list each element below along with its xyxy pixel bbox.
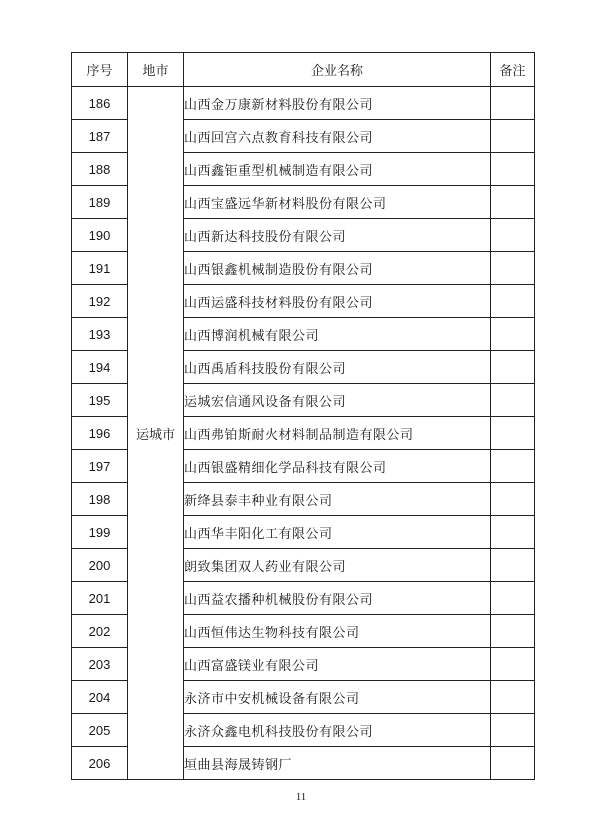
- row-company-name: 新绛县泰丰种业有限公司: [184, 483, 491, 516]
- table-row: [72, 87, 535, 120]
- row-seq: 195: [72, 384, 128, 417]
- row-company-name: 山西华丰阳化工有限公司: [184, 516, 491, 549]
- row-seq: 193: [72, 318, 128, 351]
- row-company-name: 朗致集团双人药业有限公司: [184, 549, 491, 582]
- row-company-name: 山西弗铂斯耐火材料制品制造有限公司: [184, 417, 491, 450]
- row-company-name: 垣曲县海晟铸钢厂: [184, 747, 491, 780]
- row-remark: [491, 120, 535, 153]
- row-company-name: 山西禹盾科技股份有限公司: [184, 351, 491, 384]
- row-remark: [491, 87, 535, 120]
- row-remark: [491, 549, 535, 582]
- row-company-name: 山西新达科技股份有限公司: [184, 219, 491, 252]
- row-remark: [491, 450, 535, 483]
- row-company-name: 运城宏信通风设备有限公司: [184, 384, 491, 417]
- table-body: [72, 87, 535, 780]
- row-company-name: 山西博润机械有限公司: [184, 318, 491, 351]
- row-company-name: 永济众鑫电机科技股份有限公司: [184, 714, 491, 747]
- row-company-name: 山西回宫六点教育科技有限公司: [184, 120, 491, 153]
- row-seq: 194: [72, 351, 128, 384]
- row-seq: 197: [72, 450, 128, 483]
- row-remark: [491, 516, 535, 549]
- row-seq: 190: [72, 219, 128, 252]
- row-remark: [491, 615, 535, 648]
- row-remark: [491, 285, 535, 318]
- row-company-name: 山西运盛科技材料股份有限公司: [184, 285, 491, 318]
- row-company-name: 山西益农播种机械股份有限公司: [184, 582, 491, 615]
- row-seq: 191: [72, 252, 128, 285]
- row-company-name: 山西鑫钜重型机械制造有限公司: [184, 153, 491, 186]
- row-seq: 202: [72, 615, 128, 648]
- header-seq: 序号: [72, 53, 128, 87]
- header-company: 企业名称: [184, 53, 491, 87]
- row-seq: 204: [72, 681, 128, 714]
- row-remark: [491, 186, 535, 219]
- header-remark: 备注: [491, 53, 535, 87]
- row-remark: [491, 219, 535, 252]
- row-company-name: 山西恒伟达生物科技有限公司: [184, 615, 491, 648]
- row-company-name: 永济市中安机械设备有限公司: [184, 681, 491, 714]
- row-seq: 188: [72, 153, 128, 186]
- row-seq: 186: [72, 87, 128, 120]
- row-company-name: 山西宝盛远华新材料股份有限公司: [184, 186, 491, 219]
- row-remark: [491, 252, 535, 285]
- row-seq: 189: [72, 186, 128, 219]
- row-company-name: 山西金万康新材料股份有限公司: [184, 87, 491, 120]
- row-seq: 203: [72, 648, 128, 681]
- row-seq: 198: [72, 483, 128, 516]
- row-remark: [491, 417, 535, 450]
- page-number: 11: [295, 791, 307, 803]
- row-remark: [491, 714, 535, 747]
- row-seq: 187: [72, 120, 128, 153]
- row-remark: [491, 681, 535, 714]
- row-remark: [491, 153, 535, 186]
- row-company-name: 山西银盛精细化学品科技有限公司: [184, 450, 491, 483]
- row-remark: [491, 384, 535, 417]
- row-seq: 205: [72, 714, 128, 747]
- row-remark: [491, 648, 535, 681]
- row-seq: 206: [72, 747, 128, 780]
- row-company-name: 山西银鑫机械制造股份有限公司: [184, 252, 491, 285]
- company-list-table: [71, 52, 535, 780]
- row-remark: [491, 318, 535, 351]
- row-remark: [491, 483, 535, 516]
- row-seq: 201: [72, 582, 128, 615]
- row-city: 运城市: [128, 87, 184, 780]
- row-remark: [491, 747, 535, 780]
- row-company-name: 山西富盛镁业有限公司: [184, 648, 491, 681]
- row-seq: 196: [72, 417, 128, 450]
- header-row: [72, 53, 535, 87]
- header-city: 地市: [128, 53, 184, 87]
- row-remark: [491, 351, 535, 384]
- row-seq: 200: [72, 549, 128, 582]
- row-seq: 199: [72, 516, 128, 549]
- row-remark: [491, 582, 535, 615]
- row-seq: 192: [72, 285, 128, 318]
